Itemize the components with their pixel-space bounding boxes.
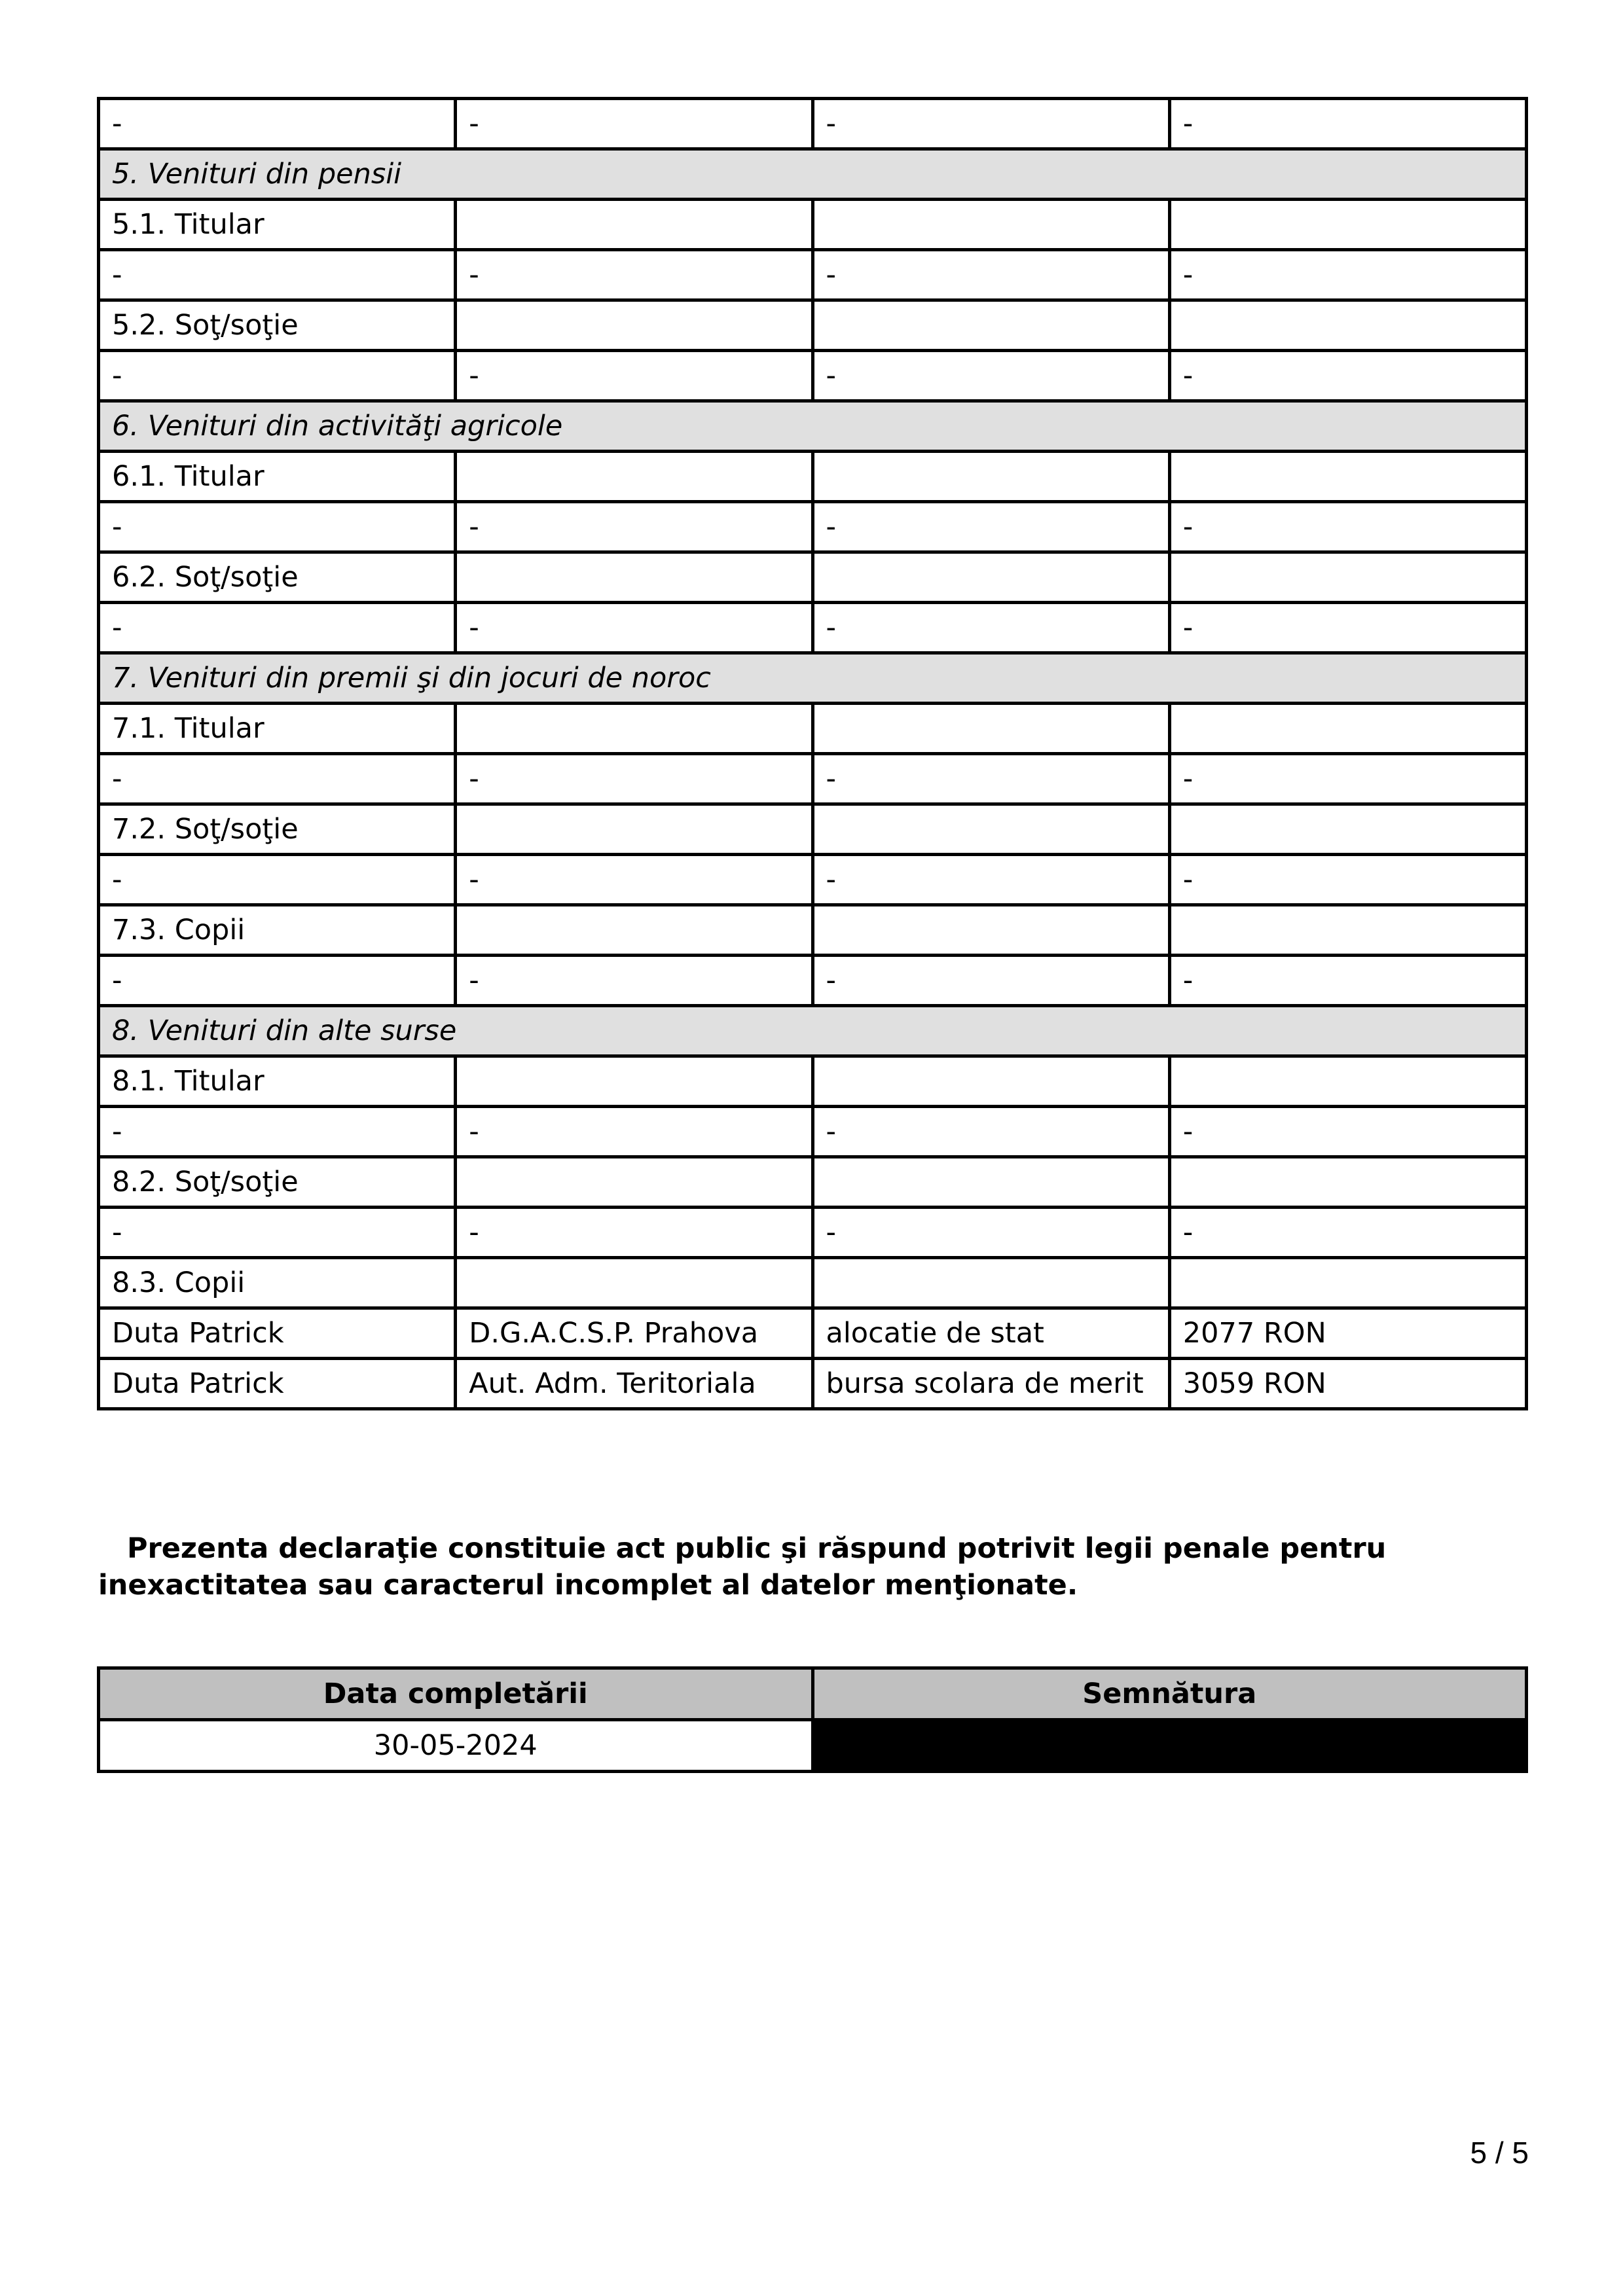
table-cell (812, 1157, 1169, 1208)
table-cell: - (99, 1107, 456, 1157)
table-cell: - (456, 99, 812, 149)
table-cell: - (456, 351, 812, 401)
table-cell: - (812, 502, 1169, 552)
table-cell: - (1169, 99, 1526, 149)
table-cell: - (1169, 956, 1526, 1006)
table-row (99, 1208, 1527, 1258)
table-cell: - (1169, 351, 1526, 401)
table-cell: - (99, 754, 456, 804)
table-cell: 8.3. Copii (99, 1258, 456, 1308)
table-cell: Duta Patrick (99, 1359, 456, 1409)
table-cell (1169, 552, 1526, 603)
table-cell (1169, 200, 1526, 250)
table-cell: - (99, 1208, 456, 1258)
table-cell: - (1169, 855, 1526, 905)
table-cell: - (456, 250, 812, 300)
table-cell: - (1169, 250, 1526, 300)
table-cell (456, 300, 812, 351)
table-cell (812, 1056, 1169, 1107)
signature-header: Semnătura (812, 1668, 1527, 1720)
table-cell (1169, 1056, 1526, 1107)
table-cell: - (456, 603, 812, 653)
table-cell (812, 552, 1169, 603)
table-cell: Aut. Adm. Teritoriala (456, 1359, 812, 1409)
table-row (99, 552, 1527, 603)
table-row (99, 754, 1527, 804)
table-cell (1169, 1258, 1526, 1308)
table-cell (812, 300, 1169, 351)
table-row (99, 905, 1527, 956)
table-cell (456, 1157, 812, 1208)
table-row (99, 300, 1527, 351)
table-cell: 7.1. Titular (99, 704, 456, 754)
table-cell (812, 905, 1169, 956)
table-cell: - (99, 956, 456, 1006)
table-row (99, 351, 1527, 401)
table-cell: - (812, 1208, 1169, 1258)
table-cell: Duta Patrick (99, 1308, 456, 1359)
table-row (99, 502, 1527, 552)
page-number: 5 / 5 (1470, 2136, 1529, 2170)
date-header: Data completării (99, 1668, 813, 1720)
table-row (99, 855, 1527, 905)
table-cell: - (812, 250, 1169, 300)
redacted-signature (812, 1720, 1527, 1772)
table-row (99, 1056, 1527, 1107)
table-cell: - (99, 250, 456, 300)
table-cell: 6.2. Soţ/soţie (99, 552, 456, 603)
table-cell (456, 552, 812, 603)
section-title: 8. Venituri din alte surse (99, 1006, 1527, 1056)
completion-date: 30-05-2024 (99, 1720, 813, 1772)
table-cell: - (99, 351, 456, 401)
table-cell: 6.1. Titular (99, 452, 456, 502)
table-row (99, 603, 1527, 653)
table-cell: - (456, 502, 812, 552)
income-table-body (99, 99, 1527, 1409)
table-cell: - (1169, 1208, 1526, 1258)
table-cell (456, 200, 812, 250)
table-cell: - (1169, 754, 1526, 804)
table-cell (812, 200, 1169, 250)
table-cell (456, 452, 812, 502)
table-cell (456, 804, 812, 855)
section-title: 7. Venituri din premii şi din jocuri de noroc (99, 653, 1527, 704)
table-cell (812, 1258, 1169, 1308)
table-cell: - (99, 603, 456, 653)
table-cell: - (1169, 502, 1526, 552)
table-cell: - (456, 754, 812, 804)
table-cell: - (812, 855, 1169, 905)
table-row (99, 1157, 1527, 1208)
table-cell (1169, 452, 1526, 502)
table-cell: - (812, 351, 1169, 401)
table-cell: - (812, 603, 1169, 653)
section-header-row (99, 149, 1527, 200)
section-header-row (99, 401, 1527, 452)
table-cell (812, 804, 1169, 855)
table-cell (456, 905, 812, 956)
income-table (97, 97, 1528, 1410)
table-row (99, 956, 1527, 1006)
table-cell (1169, 704, 1526, 754)
signature-header-row (99, 1668, 1527, 1720)
table-row (99, 804, 1527, 855)
table-cell: - (99, 855, 456, 905)
table-cell: 8.2. Soţ/soţie (99, 1157, 456, 1208)
table-cell: - (99, 502, 456, 552)
table-cell: 5.2. Soţ/soţie (99, 300, 456, 351)
section-title: 5. Venituri din pensii (99, 149, 1527, 200)
table-cell: - (456, 1208, 812, 1258)
declaration-text: Prezenta declaraţie constituie act public şi răspund potrivit legii penale pentru inexactitatea sau caracterul incomplet al datelor menţionate. (98, 1532, 1387, 1602)
table-cell: - (456, 855, 812, 905)
table-cell (456, 1056, 812, 1107)
table-cell: 2077 RON (1169, 1308, 1526, 1359)
table-cell: - (456, 1107, 812, 1157)
section-header-row (99, 1006, 1527, 1056)
table-row (99, 1107, 1527, 1157)
table-cell (1169, 804, 1526, 855)
table-cell: D.G.A.C.S.P. Prahova (456, 1308, 812, 1359)
table-cell: - (812, 956, 1169, 1006)
table-row (99, 200, 1527, 250)
table-cell: - (456, 956, 812, 1006)
table-row (99, 452, 1527, 502)
table-cell: 5.1. Titular (99, 200, 456, 250)
table-row (99, 1258, 1527, 1308)
table-cell (812, 704, 1169, 754)
table-cell: - (812, 99, 1169, 149)
table-cell: - (812, 1107, 1169, 1157)
table-cell (1169, 905, 1526, 956)
table-row (99, 1308, 1527, 1359)
table-cell: bursa scolara de merit (812, 1359, 1169, 1409)
table-cell (812, 452, 1169, 502)
table-cell: 7.3. Copii (99, 905, 456, 956)
table-row (99, 704, 1527, 754)
table-cell: alocatie de stat (812, 1308, 1169, 1359)
table-cell (1169, 300, 1526, 351)
table-cell: - (99, 99, 456, 149)
signature-table (97, 1666, 1528, 1773)
signature-value-row (99, 1720, 1527, 1772)
table-cell: - (1169, 603, 1526, 653)
section-header-row (99, 653, 1527, 704)
section-title: 6. Venituri din activităţi agricole (99, 401, 1527, 452)
table-row (99, 1359, 1527, 1409)
table-cell: 3059 RON (1169, 1359, 1526, 1409)
table-cell: 8.1. Titular (99, 1056, 456, 1107)
table-cell (456, 1258, 812, 1308)
table-cell (456, 704, 812, 754)
table-cell: - (1169, 1107, 1526, 1157)
table-row (99, 250, 1527, 300)
table-row (99, 99, 1527, 149)
table-cell: 7.2. Soţ/soţie (99, 804, 456, 855)
table-cell (1169, 1157, 1526, 1208)
table-cell: - (812, 754, 1169, 804)
